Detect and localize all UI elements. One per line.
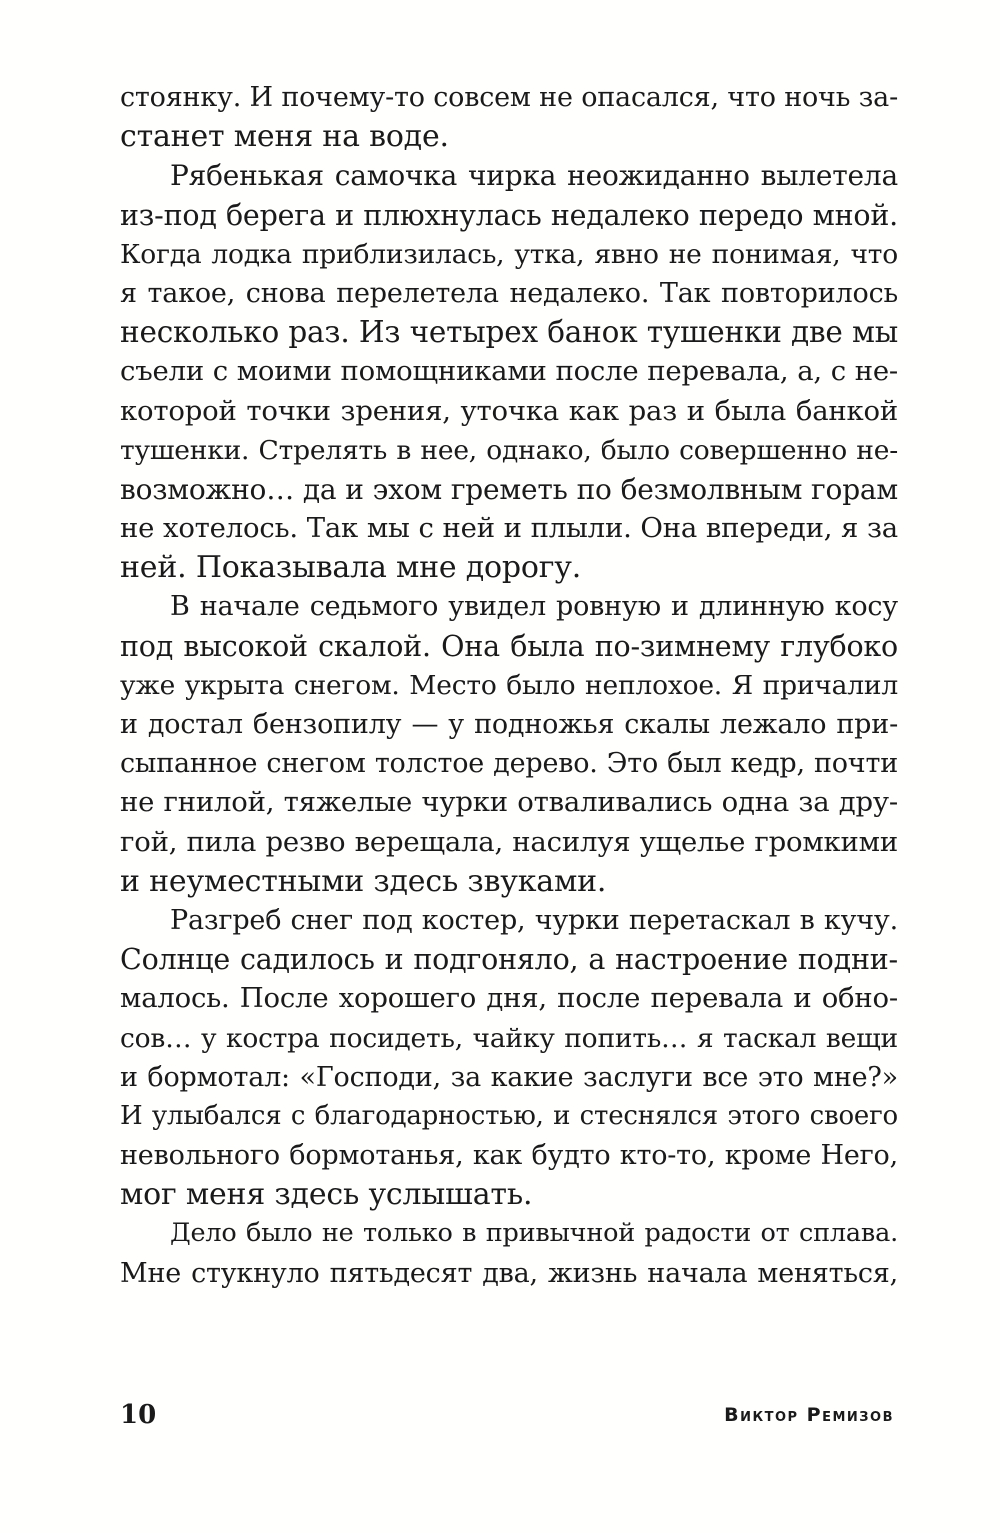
text-line: тушенки. Стрелять в нее, однако, было совершенно не-: [120, 434, 898, 466]
text-line: гой, пила резво верещала, насилуя ущелье громкими: [120, 825, 898, 858]
text-line: несколько раз. Из четырех банок тушенки две мы: [120, 315, 898, 350]
text-line: Разгреб снег под костер, чурки перетаскал в кучу.: [170, 904, 898, 936]
running-footer-author: Виктор Ремизов: [724, 1404, 894, 1426]
page-footer: [120, 1400, 898, 1440]
body-text: [120, 78, 898, 1293]
text-line: уже укрыта снегом. Место было неплохое. Я причалил: [120, 669, 898, 701]
text-line: из-под берега и плюхнулась недалеко передо мной.: [120, 198, 898, 232]
text-line: ней. Показывала мне дорогу.: [120, 550, 582, 586]
text-line: станет меня на воде.: [120, 119, 449, 155]
text-line: и бормотал: «Господи, за какие заслуги все это мне?»: [120, 1061, 898, 1093]
text-line: невольного бормотанья, как будто кто-то, кроме Него,: [120, 1140, 898, 1172]
text-line: Рябенькая самочка чирка неожиданно вылетела: [170, 159, 898, 193]
text-line: В начале седьмого увидел ровную и длинную косу: [170, 591, 898, 623]
text-line: не хотелось. Так мы с ней и плыли. Она впереди, я за: [120, 512, 898, 545]
text-line: малось. После хорошего дня, после перевала и обно-: [120, 982, 898, 1015]
text-line: не гнилой, тяжелые чурки отваливались одна за дру-: [120, 786, 898, 819]
text-line: сов… у костра посидеть, чайку попить… я таскал вещи: [120, 1022, 898, 1054]
text-line: Дело было не только в привычной радости от сплава.: [170, 1218, 898, 1249]
text-line: которой точки зрения, уточка как раз и была банкой: [120, 394, 898, 427]
text-line: стоянку. И почему-то совсем не опасался, что ночь за-: [120, 82, 898, 113]
text-line: Когда лодка приблизилась, утка, явно не понимая, что: [120, 238, 898, 270]
text-line: Мне стукнуло пятьдесят два, жизнь начала меняться,: [120, 1257, 898, 1289]
text-line: под высокой скалой. Она была по-зимнему глубоко: [120, 629, 898, 663]
text-line: и неуместными здесь звуками.: [120, 863, 607, 899]
text-line: я такое, снова перелетела недалеко. Так повторилось: [120, 277, 898, 309]
text-line: И улыбался с благодарностью, и стеснялся этого своего: [120, 1100, 898, 1131]
text-line: Солнце садилось и подгоняло, а настроение подни-: [120, 943, 898, 977]
page-number: 10: [120, 1400, 157, 1430]
text-line: возможно… да и эхом греметь по безмолвным горам: [120, 472, 898, 506]
text-line: сыпанное снегом толстое дерево. Это был кедр, почти: [120, 748, 898, 780]
text-line: мог меня здесь услышать.: [120, 1177, 533, 1213]
text-line: и достал бензопилу — у подножья скалы лежало при-: [120, 709, 898, 740]
text-line: съели с моими помощниками после перевала, а, с не-: [120, 355, 898, 388]
